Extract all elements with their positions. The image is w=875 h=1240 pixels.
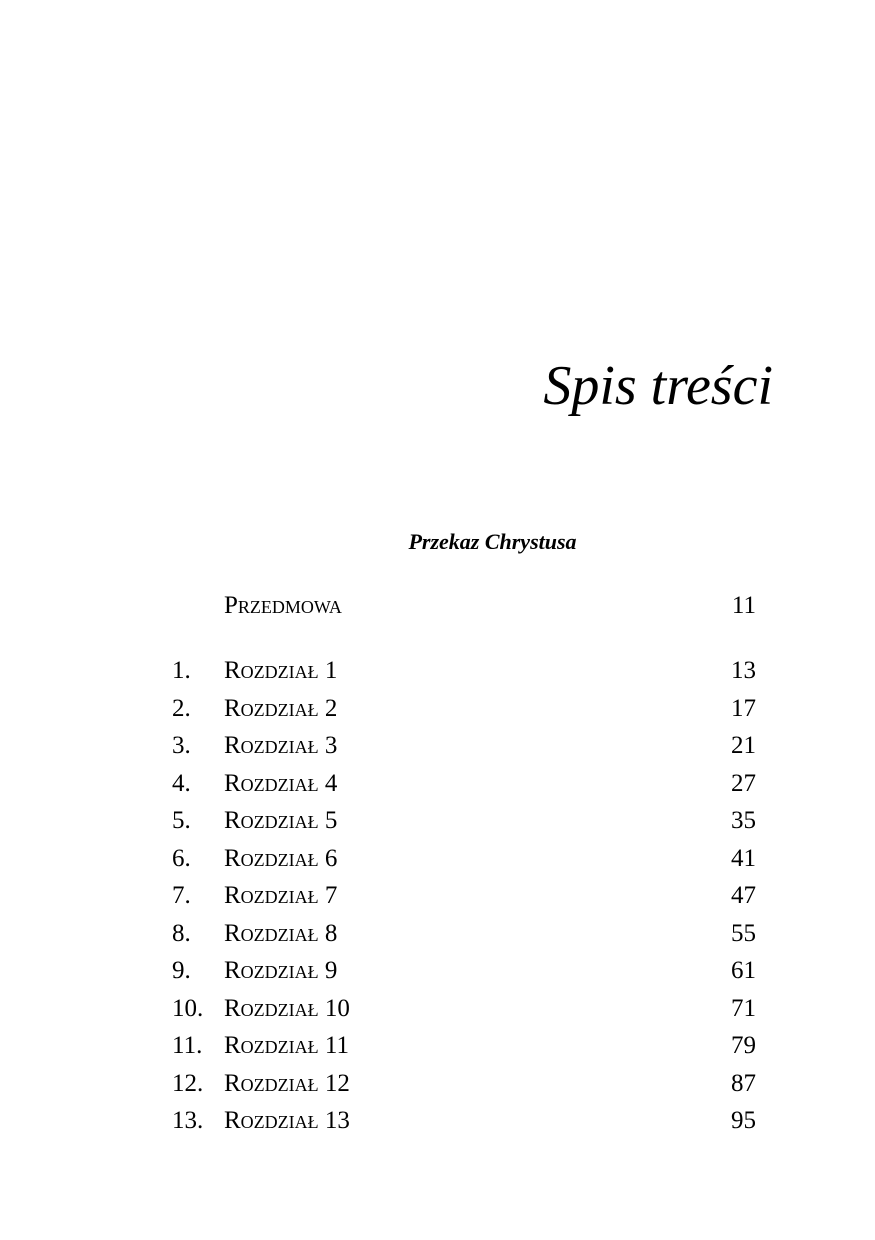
toc-entry-chapter-8[interactable] — [0, 919, 875, 949]
toc-entry-chapter-2[interactable] — [0, 694, 875, 724]
toc-entry-number: 13. — [172, 1107, 204, 1134]
toc-entry-page: 61 — [731, 957, 756, 984]
toc-entry-number: 10. — [172, 994, 204, 1022]
toc-entry-label: Rozdział 9 — [224, 957, 338, 984]
toc-entry-label: Rozdział 4 — [224, 769, 338, 797]
toc-entry-label: Rozdział 8 — [224, 919, 338, 947]
toc-entry-preface[interactable] — [0, 591, 875, 621]
toc-entry-chapter-7[interactable] — [0, 881, 875, 911]
toc-entry-number: 2. — [172, 694, 191, 722]
toc-entry-page: 21 — [731, 732, 756, 759]
toc-entry-label: Rozdział 12 — [224, 1069, 350, 1097]
toc-entry-page: 47 — [731, 882, 756, 909]
toc-entry-label: Rozdział 2 — [224, 694, 338, 722]
section-heading: Przekaz Chrystusa — [408, 529, 577, 554]
toc-entry-label: Rozdział 13 — [224, 1107, 350, 1134]
toc-entry-number: 4. — [172, 769, 191, 797]
toc-entry-number: 12. — [172, 1069, 204, 1097]
toc-entry-chapter-10[interactable] — [0, 994, 875, 1024]
toc-entry-number: 1. — [172, 657, 191, 684]
toc-entry-chapter-5[interactable] — [0, 806, 875, 836]
toc-entry-number: 6. — [172, 844, 191, 872]
toc-entry-label: Rozdział 7 — [224, 882, 338, 909]
toc-entry-number: 3. — [172, 732, 191, 759]
toc-entry-page: 71 — [731, 994, 756, 1022]
toc-entry-chapter-9[interactable] — [0, 956, 875, 986]
toc-entry-label: Rozdział 1 — [224, 657, 338, 684]
page-title: Spis treści — [543, 355, 773, 417]
toc-entry-page: 87 — [731, 1069, 756, 1097]
toc-entry-page: 17 — [731, 694, 756, 722]
toc-entry-chapter-4[interactable] — [0, 769, 875, 799]
toc-entry-number: 5. — [172, 807, 191, 834]
toc-entry-chapter-1[interactable] — [0, 656, 875, 686]
toc-entry-label: Rozdział 6 — [224, 844, 338, 872]
toc-entry-label: Przedmowa — [224, 592, 342, 619]
toc-entry-chapter-3[interactable] — [0, 731, 875, 761]
toc-entry-label: Rozdział 3 — [224, 732, 338, 759]
toc-entry-page: 41 — [731, 844, 756, 872]
toc-entry-page: 27 — [731, 769, 756, 797]
toc-entry-page: 35 — [731, 807, 756, 834]
toc-entry-label: Rozdział 11 — [224, 1032, 349, 1059]
toc-entry-page: 95 — [731, 1107, 756, 1134]
toc-entry-chapter-6[interactable] — [0, 844, 875, 874]
toc-entry-label: Rozdział 10 — [224, 994, 350, 1022]
toc-entry-number: 7. — [172, 882, 191, 909]
toc-entry-chapter-12[interactable] — [0, 1069, 875, 1099]
toc-entry-page: 55 — [731, 919, 756, 947]
toc-entry-page: 79 — [731, 1032, 756, 1059]
toc-entry-label: Rozdział 5 — [224, 807, 338, 834]
toc-entry-page: 11 — [731, 592, 756, 619]
toc-entry-page: 13 — [731, 657, 756, 684]
toc-entry-number: 9. — [172, 957, 191, 984]
toc-entry-chapter-11[interactable] — [0, 1031, 875, 1061]
toc-entry-chapter-13[interactable] — [0, 1106, 875, 1136]
toc-entry-number: 11. — [172, 1032, 203, 1059]
toc-entry-number: 8. — [172, 919, 191, 947]
